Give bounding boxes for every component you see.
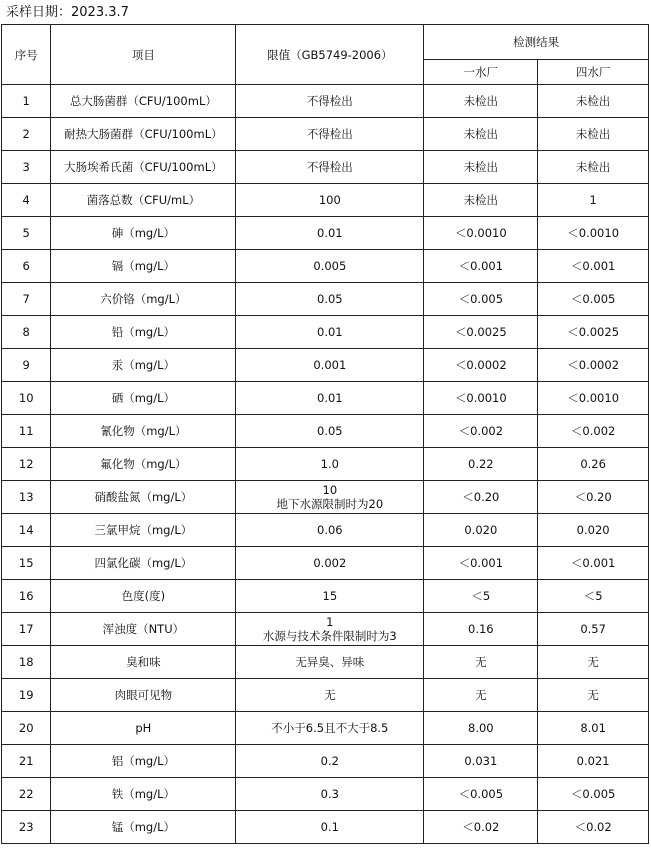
row-number: 15 <box>2 547 51 580</box>
row-result-plant-1: ＜0.20 <box>424 481 538 514</box>
row-item: 四氯化碳（mg/L） <box>51 547 236 580</box>
row-result-plant-4: ＜0.20 <box>538 481 649 514</box>
limit-line: 无异臭、异味 <box>295 655 365 669</box>
table-row <box>2 250 649 283</box>
row-item: 汞（mg/L） <box>51 349 236 382</box>
row-item: 六价铬（mg/L） <box>51 283 236 316</box>
limit-line: 0.001 <box>313 358 347 372</box>
table-row <box>2 811 649 844</box>
limit-line: 100 <box>318 193 341 207</box>
row-result-plant-4: 8.01 <box>538 712 649 745</box>
row-number: 8 <box>2 316 51 349</box>
row-result-plant-1: ＜0.001 <box>424 547 538 580</box>
sample-date: 采样日期：2023.3.7 <box>6 5 129 20</box>
row-limit <box>236 184 424 217</box>
row-result-plant-4: 1 <box>538 184 649 217</box>
row-result-plant-1: ＜0.001 <box>424 250 538 283</box>
table-row <box>2 547 649 580</box>
row-result-plant-1: 0.16 <box>424 613 538 646</box>
table-row <box>2 514 649 547</box>
limit-line: 0.3 <box>320 787 339 801</box>
table-row <box>2 349 649 382</box>
limit-line: 15 <box>322 589 338 603</box>
row-result-plant-1: 未检出 <box>424 118 538 151</box>
row-limit <box>236 217 424 250</box>
row-result-plant-4: 0.57 <box>538 613 649 646</box>
row-item: 硒（mg/L） <box>51 382 236 415</box>
row-result-plant-1: ＜0.0002 <box>424 349 538 382</box>
row-item: 色度(度) <box>51 580 236 613</box>
row-result-plant-1: 0.031 <box>424 745 538 778</box>
row-result-plant-4: ＜5 <box>538 580 649 613</box>
row-item: 铁（mg/L） <box>51 778 236 811</box>
row-number: 22 <box>2 778 51 811</box>
table-row <box>2 481 649 514</box>
table-row <box>2 745 649 778</box>
row-result-plant-4: 0.021 <box>538 745 649 778</box>
row-item: 肉眼可见物 <box>51 679 236 712</box>
row-limit <box>236 349 424 382</box>
limit-line: 地下水源限制时为20 <box>276 497 384 511</box>
row-item: 大肠埃希氏菌（CFU/100mL） <box>51 151 236 184</box>
row-item: 三氯甲烷（mg/L） <box>51 514 236 547</box>
row-item: 氟化物（mg/L） <box>51 448 236 481</box>
row-limit <box>236 514 424 547</box>
row-result-plant-4: ＜0.002 <box>538 415 649 448</box>
row-item: pH <box>51 712 236 745</box>
table-row <box>2 613 649 646</box>
row-item: 耐热大肠菌群（CFU/100mL） <box>51 118 236 151</box>
row-result-plant-4: ＜0.001 <box>538 250 649 283</box>
limit-line: 不得检出 <box>306 160 353 174</box>
row-result-plant-4: ＜0.005 <box>538 778 649 811</box>
row-limit <box>236 448 424 481</box>
row-number: 10 <box>2 382 51 415</box>
row-number: 16 <box>2 580 51 613</box>
row-limit <box>236 745 424 778</box>
water-quality-table <box>1 24 649 844</box>
table-row <box>2 712 649 745</box>
row-result-plant-1: 8.00 <box>424 712 538 745</box>
limit-line: 1.0 <box>320 457 339 471</box>
row-result-plant-1: 无 <box>424 679 538 712</box>
row-item: 锰（mg/L） <box>51 811 236 844</box>
limit-line: 0.05 <box>317 424 343 438</box>
row-result-plant-1: 0.22 <box>424 448 538 481</box>
header-plant-4: 四水厂 <box>538 60 649 85</box>
row-result-plant-1: 无 <box>424 646 538 679</box>
table-row <box>2 184 649 217</box>
row-number: 4 <box>2 184 51 217</box>
row-limit <box>236 250 424 283</box>
limit-line: 10 <box>322 483 338 497</box>
row-item: 臭和味 <box>51 646 236 679</box>
table-row <box>2 580 649 613</box>
row-result-plant-1: ＜0.0010 <box>424 382 538 415</box>
limit-line: 0.01 <box>317 325 343 339</box>
row-item: 镉（mg/L） <box>51 250 236 283</box>
limit-line: 0.1 <box>320 820 339 834</box>
row-result-plant-4: ＜0.0025 <box>538 316 649 349</box>
row-item: 浑浊度（NTU） <box>51 613 236 646</box>
row-result-plant-4: 未检出 <box>538 151 649 184</box>
row-result-plant-1: ＜5 <box>424 580 538 613</box>
row-number: 9 <box>2 349 51 382</box>
row-limit <box>236 85 424 118</box>
row-result-plant-4: ＜0.001 <box>538 547 649 580</box>
row-item: 铝（mg/L） <box>51 745 236 778</box>
row-result-plant-4: 0.020 <box>538 514 649 547</box>
limit-line: 不得检出 <box>306 94 353 108</box>
row-limit <box>236 613 424 646</box>
row-number: 21 <box>2 745 51 778</box>
row-item: 总大肠菌群（CFU/100mL） <box>51 85 236 118</box>
row-number: 23 <box>2 811 51 844</box>
row-result-plant-1: ＜0.002 <box>424 415 538 448</box>
table-row <box>2 283 649 316</box>
row-item: 铅（mg/L） <box>51 316 236 349</box>
row-result-plant-4: ＜0.0010 <box>538 217 649 250</box>
table-row <box>2 448 649 481</box>
row-item: 菌落总数（CFU/mL） <box>51 184 236 217</box>
row-number: 19 <box>2 679 51 712</box>
table-row <box>2 316 649 349</box>
row-number: 12 <box>2 448 51 481</box>
limit-line: 0.01 <box>317 226 343 240</box>
header-limit: 限值（GB5749-2006） <box>236 25 424 85</box>
row-limit <box>236 646 424 679</box>
table-row <box>2 679 649 712</box>
row-limit <box>236 679 424 712</box>
header-result: 检测结果 <box>424 25 649 60</box>
row-result-plant-1: 未检出 <box>424 151 538 184</box>
header-no: 序号 <box>2 25 51 85</box>
row-result-plant-4: 0.26 <box>538 448 649 481</box>
row-limit <box>236 151 424 184</box>
row-limit <box>236 283 424 316</box>
header-plant-1: 一水厂 <box>424 60 538 85</box>
row-limit <box>236 382 424 415</box>
row-number: 17 <box>2 613 51 646</box>
table-row <box>2 415 649 448</box>
row-limit <box>236 118 424 151</box>
table-row <box>2 118 649 151</box>
table-row <box>2 85 649 118</box>
row-number: 11 <box>2 415 51 448</box>
row-result-plant-4: 无 <box>538 679 649 712</box>
row-result-plant-4: ＜0.0010 <box>538 382 649 415</box>
row-result-plant-1: 未检出 <box>424 85 538 118</box>
limit-line: 0.05 <box>317 292 343 306</box>
table-row <box>2 382 649 415</box>
table-row <box>2 778 649 811</box>
row-item: 氰化物（mg/L） <box>51 415 236 448</box>
limit-line: 不小于6.5且不大于8.5 <box>271 721 389 735</box>
row-number: 13 <box>2 481 51 514</box>
limit-line: 0.005 <box>313 259 347 273</box>
limit-line: 0.01 <box>317 391 343 405</box>
row-result-plant-1: ＜0.02 <box>424 811 538 844</box>
table-row <box>2 217 649 250</box>
row-number: 14 <box>2 514 51 547</box>
row-result-plant-4: ＜0.0002 <box>538 349 649 382</box>
limit-line: 0.002 <box>313 556 347 570</box>
header-item: 项目 <box>51 25 236 85</box>
row-number: 1 <box>2 85 51 118</box>
row-result-plant-1: ＜0.005 <box>424 778 538 811</box>
limit-line: 0.2 <box>320 754 339 768</box>
row-limit <box>236 316 424 349</box>
row-number: 3 <box>2 151 51 184</box>
row-result-plant-4: 未检出 <box>538 118 649 151</box>
row-result-plant-1: ＜0.0025 <box>424 316 538 349</box>
limit-line: 不得检出 <box>306 127 353 141</box>
row-result-plant-1: ＜0.0010 <box>424 217 538 250</box>
row-item: 砷（mg/L） <box>51 217 236 250</box>
row-result-plant-4: 未检出 <box>538 85 649 118</box>
limit-line: 无 <box>324 688 336 702</box>
row-number: 18 <box>2 646 51 679</box>
table-row <box>2 151 649 184</box>
row-number: 2 <box>2 118 51 151</box>
row-limit <box>236 811 424 844</box>
row-number: 20 <box>2 712 51 745</box>
row-item: 硝酸盐氮（mg/L） <box>51 481 236 514</box>
row-limit <box>236 547 424 580</box>
row-limit <box>236 481 424 514</box>
row-limit <box>236 580 424 613</box>
row-result-plant-1: ＜0.005 <box>424 283 538 316</box>
row-number: 6 <box>2 250 51 283</box>
row-limit <box>236 415 424 448</box>
table-row <box>2 646 649 679</box>
row-result-plant-4: ＜0.005 <box>538 283 649 316</box>
row-result-plant-1: 未检出 <box>424 184 538 217</box>
row-limit <box>236 712 424 745</box>
limit-line: 水源与技术条件限制时为3 <box>262 629 397 643</box>
row-result-plant-1: 0.020 <box>424 514 538 547</box>
row-limit <box>236 778 424 811</box>
row-number: 5 <box>2 217 51 250</box>
row-number: 7 <box>2 283 51 316</box>
row-result-plant-4: ＜0.02 <box>538 811 649 844</box>
row-result-plant-4: 无 <box>538 646 649 679</box>
limit-line: 1 <box>326 615 334 629</box>
limit-line: 0.06 <box>317 523 343 537</box>
